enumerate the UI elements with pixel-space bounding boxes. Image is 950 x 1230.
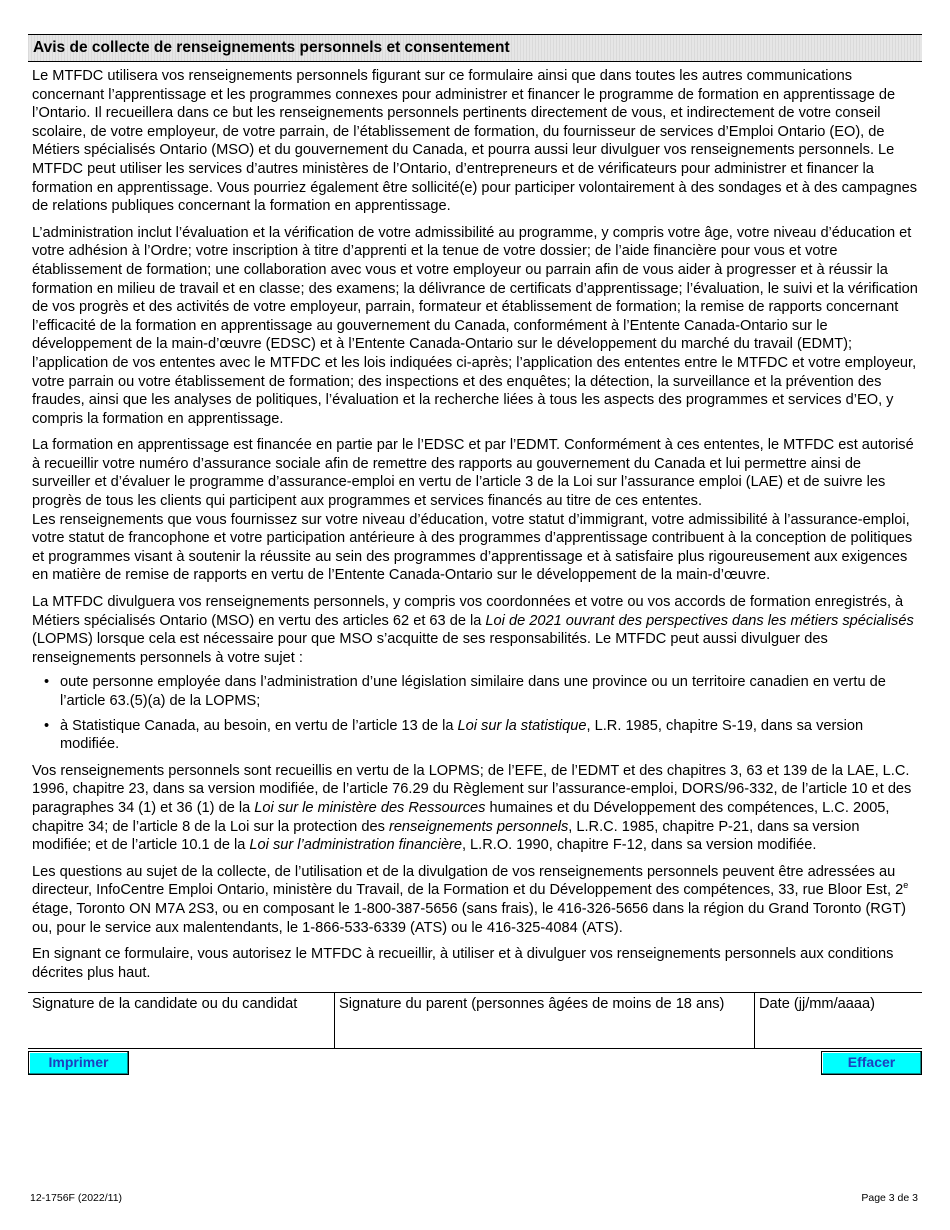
parent-signature-field[interactable]	[334, 993, 754, 1048]
notice-page	[28, 34, 922, 1077]
bullet-icon: •	[44, 674, 50, 691]
list-item: • à Statistique Canada, au besoin, en vertu de l’article 13 de la Loi sur la statistique, L.R. 1985, chapitre S-19, dans sa version modifiée.	[44, 717, 864, 753]
button-row	[28, 1051, 922, 1077]
paragraph-purpose: Le MTFDC utilisera vos renseignements personnels figurant sur ce formulaire ainsi que dans toutes les autres communications concernant l’apprentissage et les programmes connexes pour administrer et financer le programme de formation en apprentissage de l’Ontario. Il recueillera dans ce but les renseignements personnels pertinents directement de vous, et indirectement de votre conseil scolaire, de votre employeur, de votre parrain, de l’établissement de formation, du fournisseur de services d’Emploi Ontario (EO), de Métiers spécialisés Ontario (MSO) et du gouvernement du Canada, et pourra aussi leur divulguer vos renseignements personnels. Le MTFDC peut utiliser les services d’autres ministères de l’Ontario, d’entrepreneurs et de vérificateurs pour administrer et financer la formation en apprentissage. Vous pourriez également être sollicité(e) pour participer volontairement à des sondages et à des campagnes de relations publiques concernant la formation en apprentissage.	[32, 68, 918, 215]
print-button[interactable]: Imprimer	[28, 1051, 129, 1075]
paragraph-funding: La formation en apprentissage est financée en partie par le l’EDSC et par l’EDMT. Conformément à ces ententes, le MTFDC est autorisé à recueillir votre numéro d’assurance sociale afin de remettre des rapports au gouvernement du Canada et lui permettre ainsi de surveiller et d’évaluer le programme d’assurance-emploi en vertu de l’article 3 de la Loi sur l’assurance emploi (LAE) et de suivre les progrès de tous les clients qui participent aux programmes et services financés au titre de ces ententes.	[32, 437, 914, 510]
section-title: Avis de collecte de renseignements personnels et consentement	[28, 34, 922, 62]
paragraph-contact: Les questions au sujet de la collecte, de l’utilisation et de la divulgation de vos renseignements personnels peuvent être adressées au directeur, InfoCentre Emploi Ontario, ministère du Travail, de la Formation et du Développement des compétences, 33, rue Bloor Est, 2e étage, Toronto ON M7A 2S3, ou en composant le 1-800-387-5656 (sans frais), le 416-326-5656 dans la région du Grand Toronto (RGT) ou, pour le service aux malentendants, le 1-866-533-6339 (ATS) ou le 416-325-4084 (ATS).	[32, 863, 909, 936]
candidate-signature-label: Signature de la candidate ou du candidat	[32, 996, 298, 1013]
disclosure-list	[32, 673, 919, 753]
clear-button[interactable]: Effacer	[821, 1051, 922, 1075]
parent-signature-label: Signature du parent (personnes âgées de moins de 18 ans)	[339, 996, 725, 1013]
bullet-icon: •	[44, 717, 50, 734]
date-label: Date (jj/mm/aaaa)	[759, 996, 875, 1013]
paragraph-disclosure: La MTFDC divulguera vos renseignements personnels, y compris vos coordonnées et votre ou vos accords de formation enregistrés, à Métiers spécialisés Ontario (MSO) en vertu des articles 62 et 63 de la Loi de 2021 ouvrant des perspectives dans les métiers spécialisés (LOPMS) lorsque cela est nécessaire pour que MSO s’acquitte de ses responsabilités. Le MTFDC peut aussi divulguer des renseignements personnels à votre sujet :	[32, 594, 914, 666]
paragraph-administration: L’administration inclut l’évaluation et la vérification de votre admissibilité au programme, y compris votre âge, votre niveau d’éducation et votre adhésion à l’Ordre; votre inscription à titre d’apprenti et la tenue de votre dossier; de l’aide financière pour vous et votre établissement de formation; une collaboration avec vous et votre employeur ou parrain afin de vous aider à progresser et à réussir la formation en milieu de travail et en classe; des examens; la délivrance de certificats d’apprentissage; l’évaluation, le suivi et la vérification de vos progrès et des activités de votre employeur, parrain, formateur et établissement de formation; la remise de rapports concernant l’efficacité de la formation en apprentissage au gouvernement du Canada, conformément à l’Entente Canada-Ontario sur le développement de la main-d’œuvre (EDSC) et à l’Entente Canada-Ontario sur le développement du marché du travail (EDMT); l’application de vos ententes avec le MTFDC et les lois indiquées ci-après; l’application des ententes entre le MTFDC et votre employeur, votre parrain ou votre établissement de formation; des inspections et des enquêtes; la détection, la surveillance et la prévention des fraudes, ainsi que les analyses de politiques, l’évaluation et la recherche liées à tous les aspects des programmes et services d’EO, y compris la formation en apprentissage.	[32, 224, 918, 427]
page-number: Page 3 de 3	[861, 1192, 918, 1204]
date-field[interactable]	[754, 993, 922, 1048]
paragraph-consent: En signant ce formulaire, vous autorisez le MTFDC à recueillir, à utiliser et à divulguer vos renseignements personnels aux conditions décrites plus haut.	[32, 946, 894, 981]
form-number: 12-1756F (2022/11)	[30, 1192, 123, 1204]
signature-table	[28, 992, 922, 1049]
notice-body	[28, 67, 922, 982]
paragraph-legal-authority: Vos renseignements personnels sont recueillis en vertu de la LOPMS; de l’EFE, de l’EDMT et des chapitres 3, 63 et 139 de la LAE, L.C. 1996, chapitre 23, dans sa version modifiée, de l’article 76.29 du Règlement sur l’assurance-emploi, DORS/96-332, de l’article 10 et des paragraphes 34 (1) et 36 (1) de la Loi sur le ministère des Ressources humaines et du Développement des compétences, L.C. 2005, chapitre 34; de l’article 8 de la Loi sur la protection des renseignements personnels, L.R.C. 1985, chapitre P-21, dans sa version modifiée; et de l’article 10.1 de la Loi sur l’administration financière, L.R.O. 1990, chapitre F-12, dans sa version modifiée.	[32, 762, 912, 854]
paragraph-education-info: Les renseignements que vous fournissez sur votre niveau d’éducation, votre statut d’immigrant, votre admissibilité à l’assurance-emploi, votre statut de francophone et votre participation antérieure à des programmes d’apprentissage contribuent à la conception de politiques et programmes visant à soutenir la réussite au sein des programmes d’apprentissage et à satisfaire plus rigoureusement aux exigences en matière de remise de rapports en vertu de l’Entente Canada-Ontario sur le développement de la main-d’œuvre.	[32, 511, 913, 584]
list-item: • oute personne employée dans l’administration d’une législation similaire dans une province ou un territoire canadien en vertu de l’article 63.(5)(a) de la LOPMS;	[44, 674, 886, 709]
candidate-signature-field[interactable]	[28, 993, 334, 1048]
